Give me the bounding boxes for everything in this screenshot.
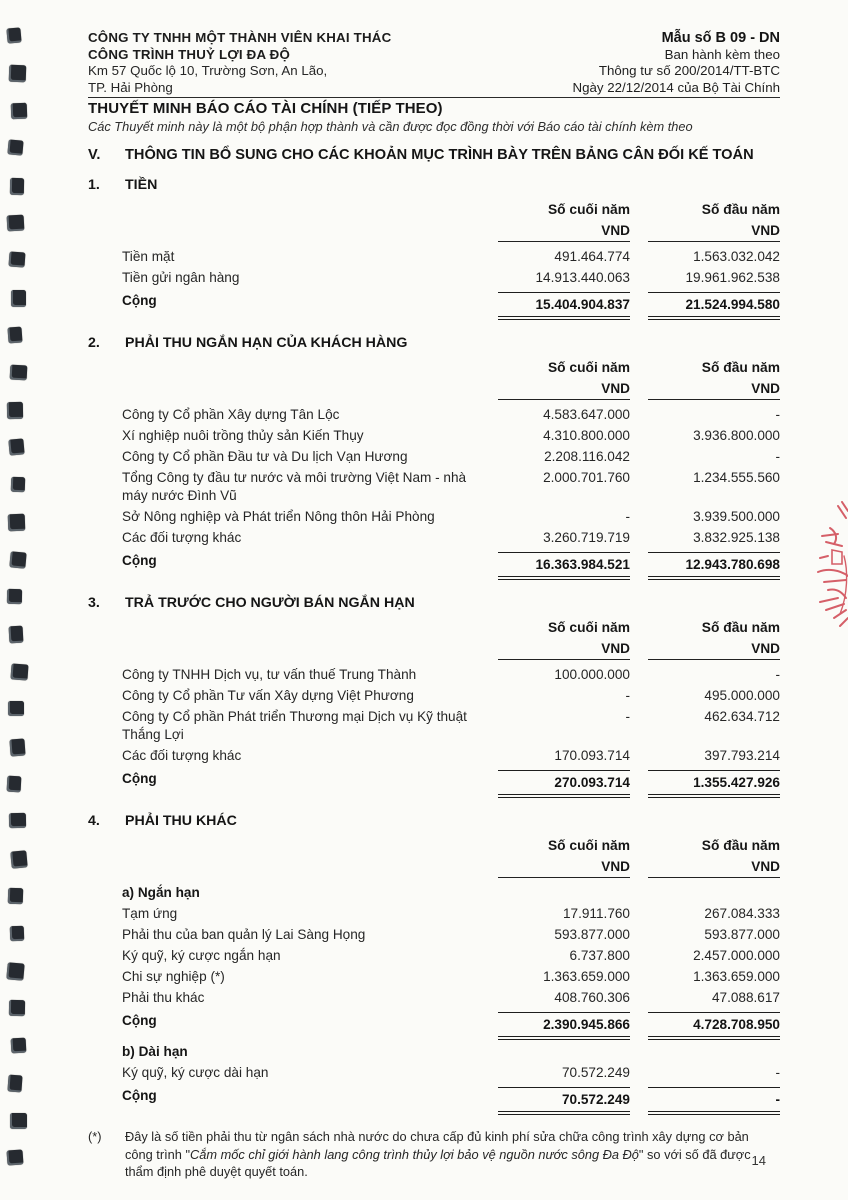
section-v-number: V. <box>88 147 101 163</box>
note-section <box>88 335 780 581</box>
value-end-year: 4.310.800.000 <box>543 427 630 443</box>
value-end-year: - <box>625 508 630 524</box>
currency-label-end: VND <box>498 858 630 878</box>
form-number: Mẫu số B 09 - DN <box>661 30 780 46</box>
table-row <box>88 966 780 987</box>
value-end-year: 270.093.714 <box>498 770 630 798</box>
binding-hole <box>9 626 24 644</box>
row-label: Cộng <box>122 1012 157 1028</box>
company-name-line1: CÔNG TY TNHH MỘT THÀNH VIÊN KHAI THÁC <box>88 30 392 45</box>
page-header <box>88 30 780 98</box>
value-end-year: 70.572.249 <box>561 1064 630 1080</box>
row-label: Công ty Cổ phần Đầu tư và Du lịch Vạn Hương <box>122 448 408 464</box>
row-label: Tiền gửi ngân hàng <box>122 269 240 285</box>
binding-hole <box>10 663 28 680</box>
row-label: Xí nghiệp nuôi trồng thủy sản Kiến Thụy <box>122 427 364 443</box>
footnote-marker: (*) <box>88 1129 102 1144</box>
value-end-year: 491.464.774 <box>554 248 630 264</box>
table-header-row <box>88 357 780 378</box>
binding-hole <box>10 1113 27 1129</box>
value-end-year: 408.760.306 <box>554 989 630 1005</box>
row-label: Công ty Cổ phần Tư vấn Xây dựng Việt Phương <box>122 687 414 703</box>
row-label: Các đối tượng khác <box>122 747 242 763</box>
currency-label-begin: VND <box>648 640 780 660</box>
row-label: Cộng <box>122 552 157 568</box>
value-begin-year: 3.936.800.000 <box>693 427 780 443</box>
row-label: Sở Nông nghiệp và Phát triển Nông thôn Hải Phòng <box>122 508 435 524</box>
row-label: Cộng <box>122 770 157 786</box>
form-ref-line2: Ban hành kèm theo <box>664 46 780 62</box>
value-end-year: 1.363.659.000 <box>543 968 630 984</box>
value-end-year: 17.911.760 <box>562 905 630 921</box>
section-v-title: THÔNG TIN BỔ SUNG CHO CÁC KHOẢN MỤC TRÌNH BÀY TRÊN BẢNG CÂN ĐỐI KẾ TOÁN <box>125 147 754 163</box>
section-heading <box>88 595 780 611</box>
value-end-year: 593.877.000 <box>554 926 630 942</box>
table-row <box>88 685 780 706</box>
value-begin-year: - <box>648 1087 780 1115</box>
company-address-line2: TP. Hải Phòng <box>88 79 173 95</box>
value-end-year: 14.913.440.063 <box>535 269 630 285</box>
row-label: Ký quỹ, ký cược dài hạn <box>122 1064 269 1080</box>
page-number: 14 <box>751 1153 766 1168</box>
value-begin-year: 4.728.708.950 <box>648 1012 780 1040</box>
currency-label-end: VND <box>498 380 630 400</box>
row-label: Các đối tượng khác <box>122 529 242 545</box>
table-row <box>88 267 780 288</box>
value-begin-year: 3.939.500.000 <box>693 508 780 524</box>
table-header-row <box>88 199 780 220</box>
binding-hole <box>10 925 25 940</box>
section-title: PHẢI THU KHÁC <box>125 813 237 829</box>
value-begin-year: 19.961.962.538 <box>685 269 780 285</box>
column-header-end-year: Số cuối năm <box>547 201 630 217</box>
table-currency-row <box>88 856 780 879</box>
section-number: 3. <box>88 595 100 611</box>
currency-label-begin: VND <box>648 380 780 400</box>
value-end-year: 15.404.904.837 <box>498 292 630 320</box>
value-end-year: 2.390.945.866 <box>498 1012 630 1040</box>
section-heading <box>88 177 780 193</box>
table-currency-row <box>88 378 780 401</box>
table-total-row <box>88 550 780 581</box>
value-end-year: - <box>625 708 630 724</box>
column-header-begin-year: Số đầu năm <box>701 201 780 217</box>
value-begin-year: 21.524.994.580 <box>648 292 780 320</box>
footnote-text-before: Đây là số tiền phải thu từ ngân sách nhà nước do chưa cấp đủ kinh phí sửa chữa công trình xây dựng cơ bản công trình " <box>125 1129 749 1162</box>
value-end-year: 4.583.647.000 <box>543 406 630 422</box>
binding-hole <box>7 589 22 604</box>
value-begin-year: 462.634.712 <box>704 708 780 724</box>
section-table <box>88 617 780 799</box>
row-label: Công ty Cổ phần Xây dựng Tân Lộc <box>122 406 340 422</box>
table-total-row <box>88 1085 780 1116</box>
table-total-row <box>88 290 780 321</box>
binding-hole <box>8 514 26 532</box>
binding-hole <box>9 738 25 756</box>
value-end-year: 100.000.000 <box>554 666 630 682</box>
section-heading <box>88 813 780 829</box>
value-end-year: 170.093.714 <box>554 747 630 763</box>
footnote-quote: Cắm mốc chỉ giới hành lang công trình thủy lợi bảo vệ nguồn nước sông Đa Độ <box>190 1146 639 1162</box>
table-row <box>88 1062 780 1083</box>
binding-hole <box>11 103 28 120</box>
group-label: a) Ngắn hạn <box>122 884 200 900</box>
value-begin-year: 397.793.214 <box>704 747 780 763</box>
column-header-end-year: Số cuối năm <box>547 619 630 635</box>
table-header-row <box>88 835 780 856</box>
note-section <box>88 813 780 1116</box>
binding-hole <box>8 439 24 456</box>
footnote-text-after: " so với số đã được thẩm định phê duyệt quyết toán. <box>125 1146 751 1179</box>
currency-label-end: VND <box>498 222 630 242</box>
binding-hole <box>9 551 26 568</box>
table-row <box>88 425 780 446</box>
binding-hole <box>11 477 26 492</box>
section-table <box>88 357 780 581</box>
note-section <box>88 177 780 321</box>
binding-hole <box>6 962 24 980</box>
table-row <box>88 404 780 425</box>
binding-hole <box>7 1075 22 1093</box>
column-header-end-year: Số cuối năm <box>547 837 630 853</box>
document-title: THUYẾT MINH BÁO CÁO TÀI CHÍNH (TIẾP THEO) <box>88 100 443 117</box>
value-begin-year: 1.363.659.000 <box>693 968 780 984</box>
binding-hole <box>9 65 27 83</box>
table-row <box>88 506 780 527</box>
section-title: TRẢ TRƯỚC CHO NGƯỜI BÁN NGẮN HẠN <box>125 595 415 611</box>
value-begin-year: - <box>775 666 780 682</box>
value-end-year: 70.572.249 <box>498 1087 630 1115</box>
binding-hole <box>9 1000 25 1016</box>
document-subtitle: Các Thuyết minh này là một bộ phận hợp thành và cần được đọc đồng thời với Báo cáo tài chính kèm theo <box>88 119 693 134</box>
row-label: Tạm ứng <box>122 905 178 921</box>
table-currency-row <box>88 638 780 661</box>
footnote <box>88 1128 780 1181</box>
column-header-end-year: Số cuối năm <box>547 359 630 375</box>
value-end-year: - <box>625 687 630 703</box>
row-label: Phải thu khác <box>122 989 205 1005</box>
table-currency-row <box>88 220 780 243</box>
value-begin-year: 12.943.780.698 <box>648 552 780 580</box>
value-end-year: 2.000.701.760 <box>543 469 630 485</box>
table-row <box>88 446 780 467</box>
table-row <box>88 664 780 685</box>
table-row <box>88 246 780 267</box>
company-address-line1: Km 57 Quốc lộ 10, Trường Sơn, An Lão, <box>88 63 328 78</box>
group-label: b) Dài hạn <box>122 1043 188 1059</box>
value-end-year: 6.737.800 <box>569 947 630 963</box>
value-end-year: 3.260.719.719 <box>543 529 630 545</box>
currency-label-end: VND <box>498 640 630 660</box>
section-number: 4. <box>88 813 100 829</box>
value-begin-year: - <box>775 448 780 464</box>
table-row <box>88 924 780 945</box>
value-begin-year: 2.457.000.000 <box>693 947 780 963</box>
table-group-row <box>88 882 780 903</box>
table-row <box>88 945 780 966</box>
binding-hole <box>11 290 26 307</box>
section-table <box>88 835 780 1116</box>
binding-hole <box>7 402 23 419</box>
form-reference-block <box>573 30 780 96</box>
column-header-begin-year: Số đầu năm <box>701 837 780 853</box>
note-sections <box>88 177 780 1116</box>
table-group-row <box>88 1041 780 1062</box>
section-number: 1. <box>88 177 100 193</box>
binding-hole <box>7 140 23 156</box>
binding-hole <box>7 215 25 232</box>
row-label: Cộng <box>122 1087 157 1103</box>
row-label: Công ty TNHH Dịch vụ, tư vấn thuế Trung Thành <box>122 666 417 682</box>
section-number: 2. <box>88 335 100 351</box>
column-header-begin-year: Số đầu năm <box>701 619 780 635</box>
binding-hole <box>7 327 22 344</box>
row-label: Công ty Cổ phần Phát triển Thương mại Dịch vụ Kỹ thuật Thắng Lợi <box>122 708 467 742</box>
binding-hole <box>9 813 26 828</box>
table-row <box>88 745 780 766</box>
value-end-year: 2.208.116.042 <box>544 448 630 464</box>
binding-hole <box>10 850 27 868</box>
table-row <box>88 467 780 506</box>
value-begin-year: 267.084.333 <box>704 905 780 921</box>
value-begin-year: 593.877.000 <box>704 926 780 942</box>
form-ref-line3: Thông tư số 200/2014/TT-BTC <box>598 63 780 78</box>
binding-hole <box>10 177 24 194</box>
row-label: Phải thu của ban quản lý Lai Sàng Họng <box>122 926 366 942</box>
row-label: Ký quỹ, ký cược ngắn hạn <box>122 947 281 963</box>
value-begin-year: 1.563.032.042 <box>693 248 780 264</box>
footnote-text <box>125 1128 780 1181</box>
binding-hole <box>10 364 28 380</box>
binding-hole <box>7 776 22 793</box>
value-begin-year: 495.000.000 <box>704 687 780 703</box>
section-heading <box>88 335 780 351</box>
row-label: Tổng Công ty đầu tư nước và môi trường Việt Nam - nhà máy nước Đình Vũ <box>122 469 467 503</box>
row-label: Chi sự nghiệp (*) <box>122 968 225 984</box>
table-row <box>88 987 780 1008</box>
value-begin-year: 47.088.617 <box>711 989 780 1005</box>
value-begin-year: 1.355.427.926 <box>648 770 780 798</box>
binding-hole <box>11 1037 27 1053</box>
binding-hole <box>8 701 24 716</box>
table-row <box>88 527 780 548</box>
value-end-year: 16.363.984.521 <box>498 552 630 580</box>
table-row <box>88 903 780 924</box>
binding-hole <box>8 252 25 268</box>
binding-hole <box>6 1149 23 1165</box>
company-block <box>88 30 391 96</box>
binding-hole <box>8 888 24 905</box>
column-header-begin-year: Số đầu năm <box>701 359 780 375</box>
row-label: Cộng <box>122 292 157 308</box>
note-section <box>88 595 780 799</box>
binding-hole <box>6 27 21 43</box>
row-label: Tiền mặt <box>122 248 175 264</box>
value-begin-year: 1.234.555.560 <box>693 469 780 485</box>
value-begin-year: 3.832.925.138 <box>693 529 780 545</box>
red-stamp-fragment <box>808 498 848 643</box>
currency-label-begin: VND <box>648 222 780 242</box>
section-title: PHẢI THU NGẮN HẠN CỦA KHÁCH HÀNG <box>125 335 408 351</box>
form-ref-line4: Ngày 22/12/2014 của Bộ Tài Chính <box>572 79 780 95</box>
company-name-line2: CÔNG TRÌNH THUỶ LỢI ĐA ĐỘ <box>88 46 290 62</box>
table-row <box>88 706 780 745</box>
value-begin-year: - <box>775 406 780 422</box>
section-table <box>88 199 780 321</box>
value-begin-year: - <box>775 1064 780 1080</box>
table-total-row <box>88 1010 780 1041</box>
table-total-row <box>88 768 780 799</box>
table-header-row <box>88 617 780 638</box>
currency-label-begin: VND <box>648 858 780 878</box>
section-v-heading <box>88 147 780 163</box>
section-title: TIỀN <box>125 177 158 193</box>
